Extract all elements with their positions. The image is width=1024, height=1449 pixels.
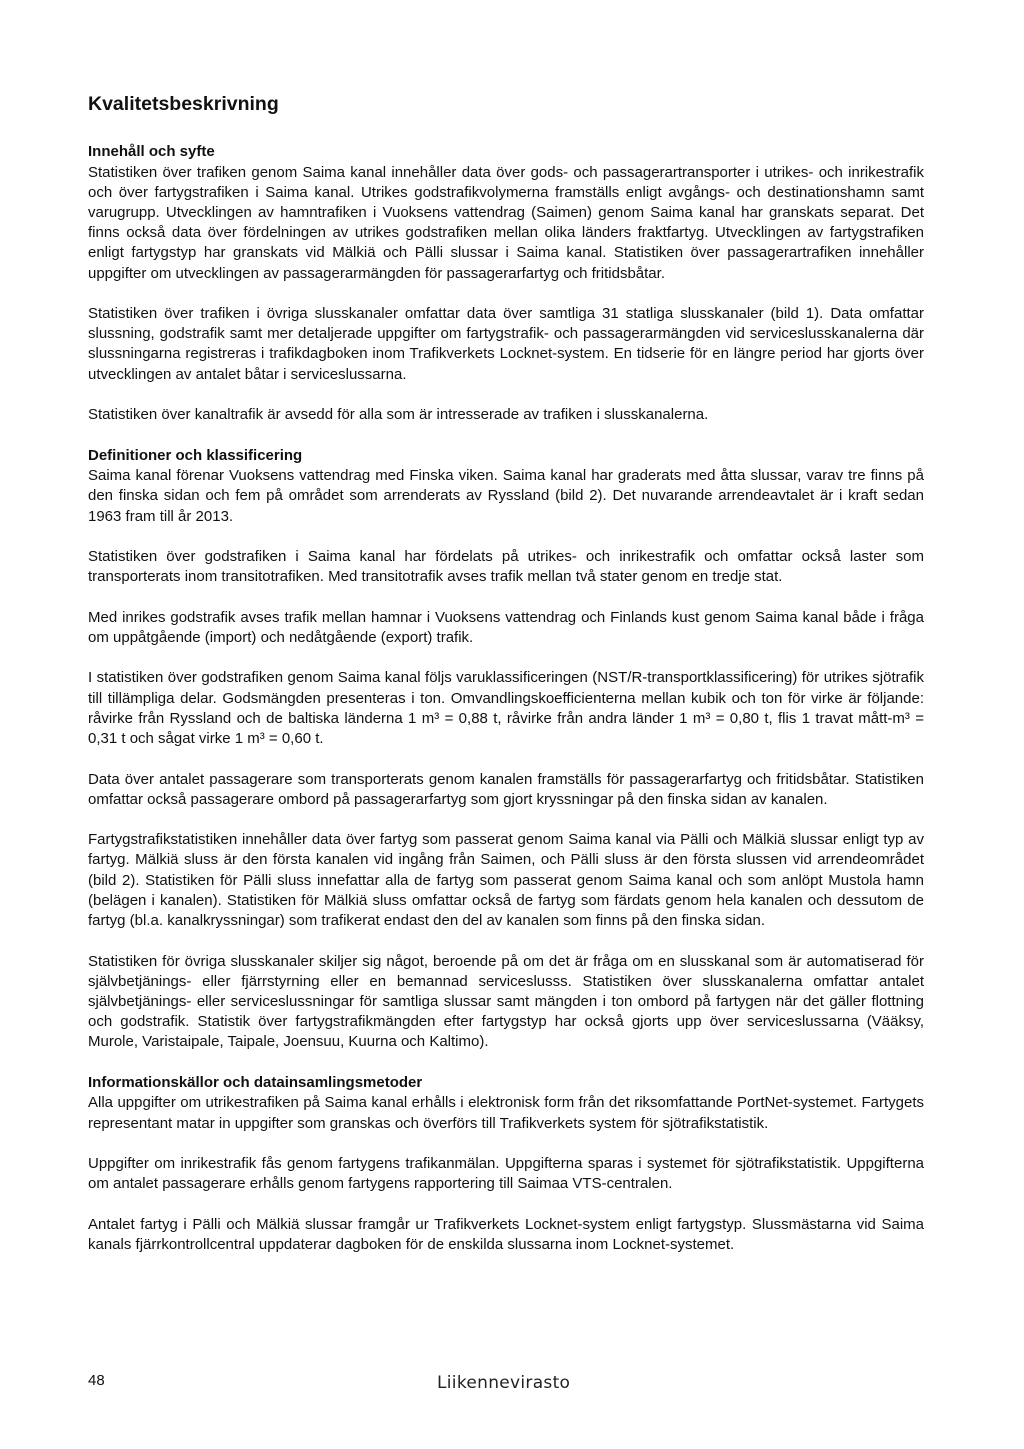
section-title: Definitioner och klassificering bbox=[88, 446, 303, 464]
paragraph: Antalet fartyg i Pälli och Mälkiä slussar framgår ur Trafikverkets Locknet-system enligt fartygstyp. Slussmästarna vid Saima kanals fjärrkontrollcentral uppdaterar dagboken för de enskilda slussarna inom Locknet-systemet. bbox=[88, 1215, 924, 1253]
paragraph: Statistiken över trafiken i övriga slusskanaler omfattar data över samtliga 31 statliga slusskanaler (bild 1). Data omfattar slussning, godstrafik samt mer detaljerade uppgifter om fartygstrafik- och passagerarmängden vid serviceslusskanalerna där slussningarna registreras i trafikdagboken inom Trafikverkets Locknet-system. En tidserie för en längre period har gjorts över utvecklingen av antalet båtar i serviceslussarna. bbox=[88, 305, 924, 383]
document-page bbox=[88, 92, 924, 1275]
paragraph: Alla uppgifter om utrikestrafiken på Saima kanal erhålls i elektronisk form från det riksomfattande PortNet-systemet. Fartygets representant matar in uppgifter som granskas och överförs till Trafikverkets system för sjötrafikstatistik. bbox=[88, 1094, 924, 1132]
page-number: 48 bbox=[88, 1372, 105, 1389]
section-title: Innehåll och syfte bbox=[88, 143, 215, 160]
paragraph: Statistiken över kanaltrafik är avsedd för alla som är intresserade av trafiken i slusskanalerna. bbox=[88, 406, 709, 424]
paragraph: Statistiken över godstrafiken i Saima kanal har fördelats på utrikes- och inrikestrafik och omfattar också laster som transporterats inom transitotrafiken. Med transitotrafik avses trafik mellan två stater genom en tredje stat. bbox=[88, 548, 924, 586]
paragraph: Med inrikes godstrafik avses trafik mellan hamnar i Vuoksens vattendrag och Finlands kust genom Saima kanal både i fråga om uppåtgående (import) och nedåtgående (export) trafik. bbox=[88, 608, 924, 646]
paragraph: Saima kanal förenar Vuoksens vattendrag med Finska viken. Saima kanal har graderats med åtta slussar, varav tre finns på den finska sidan och fem på området som arrenderats av Ryssland (bild 2). Det nuvarande arrendeavtalet är i kraft sedan 1963 fram till år 2013. bbox=[88, 467, 924, 525]
paragraph: Uppgifter om inrikestrafik fås genom fartygens trafikanmälan. Uppgifterna sparas i systemet för sjötrafikstatistik. Uppgifterna om antalet passagerare erhålls genom fartygens rapportering till Saimaa VTS-centralen. bbox=[88, 1155, 924, 1193]
paragraph: Data över antalet passagerare som transporterats genom kanalen framställs för passagerarfartyg och fritidsbåtar. Statistiken omfattar också passagerare ombord på passagerarfartyg som gjort kryssningar på den finska sidan av kanalen. bbox=[88, 770, 924, 808]
section-definitioner bbox=[88, 446, 924, 1053]
paragraph: Statistiken över trafiken genom Saima kanal innehåller data över gods- och passagerartransporter i utrikes- och inrikestrafik och över fartygstrafiken i Saima kanal. Utrikes godstrafikvolymerna framställs enligt avgångs- och destinationshamn samt varugrupp. Utvecklingen av hamntrafiken i Vuoksens vattendrag (Saimen) genom Saima kanal har granskats separat. Det finns också data över fördelningen av utrikes godstrafiken mellan olika länders fraktfartyg. Utvecklingen av fartygstrafiken enligt fartygstyp har granskats vid Mälkiä och Pälli slussar i Saima kanal. Statistiken över passagerartrafiken innehåller uppgifter om utvecklingen av passagerarmängden för passagerarfartyg och fritidsbåtar. bbox=[88, 163, 924, 282]
section-innehall bbox=[88, 142, 924, 425]
page-title: Kvalitetsbeskrivning bbox=[88, 93, 279, 115]
paragraph: Statistiken för övriga slusskanaler skiljer sig något, beroende på om det är fråga om en slusskanal som är automatiserad för självbetjänings- eller fjärrstyrning eller en bemannad serviceslusss. Statistiken över slusskanalerna omfattar antalet självbetjänings- eller serviceslussningar för samtliga slussar samt mängden i ton ombord på fartygen när det gäller flottning och godstrafik. Statistik över fartygstrafikmängden efter fartygstyp har också gjorts upp över serviceslussarna (Vääksy, Murole, Varistaipale, Taipale, Joensuu, Kuurna och Kaltimo). bbox=[88, 952, 924, 1051]
paragraph: Fartygstrafikstatistiken innehåller data över fartyg som passerat genom Saima kanal via Pälli och Mälkiä slussar enligt typ av fartyg. Mälkiä sluss är den första kanalen vid ingång från Saimen, och Pälli sluss är den första slussen vid arrendeområdet (bild 2). Statistiken för Pälli sluss innefattar alla de fartyg som passerat genom Saima kanal och som anlöpt Mustola hamn (belägen i kanalen). Statistiken för Mälkiä sluss omfattar också de fartyg som färdats genom hela kanalen och dessutom de fartyg (bl.a. kanalkryssningar) som trafikerat endast den del av kanalen som finns på den finska sidan. bbox=[88, 831, 924, 930]
section-title: Informationskällor och datainsamlingsmetoder bbox=[88, 1073, 423, 1091]
paragraph: I statistiken över godstrafiken genom Saima kanal följs varuklassificeringen (NST/R-transportklassificering) för utrikes sjötrafik till tillämpliga delar. Godsmängden presenteras i ton. Omvandlingskoefficienterna mellan kubik och ton för virke är följande: råvirke från Ryssland och de baltiska länderna 1 m³ = 0,88 t, råvirke från andra länder 1 m³ = 0,80 t, flis 1 travat mått-m³ = 0,31 t och sågat virke 1 m³ = 0,60 t. bbox=[88, 669, 924, 748]
section-informationskallor bbox=[88, 1073, 924, 1255]
publisher-name: Liikennevirasto bbox=[437, 1373, 571, 1393]
